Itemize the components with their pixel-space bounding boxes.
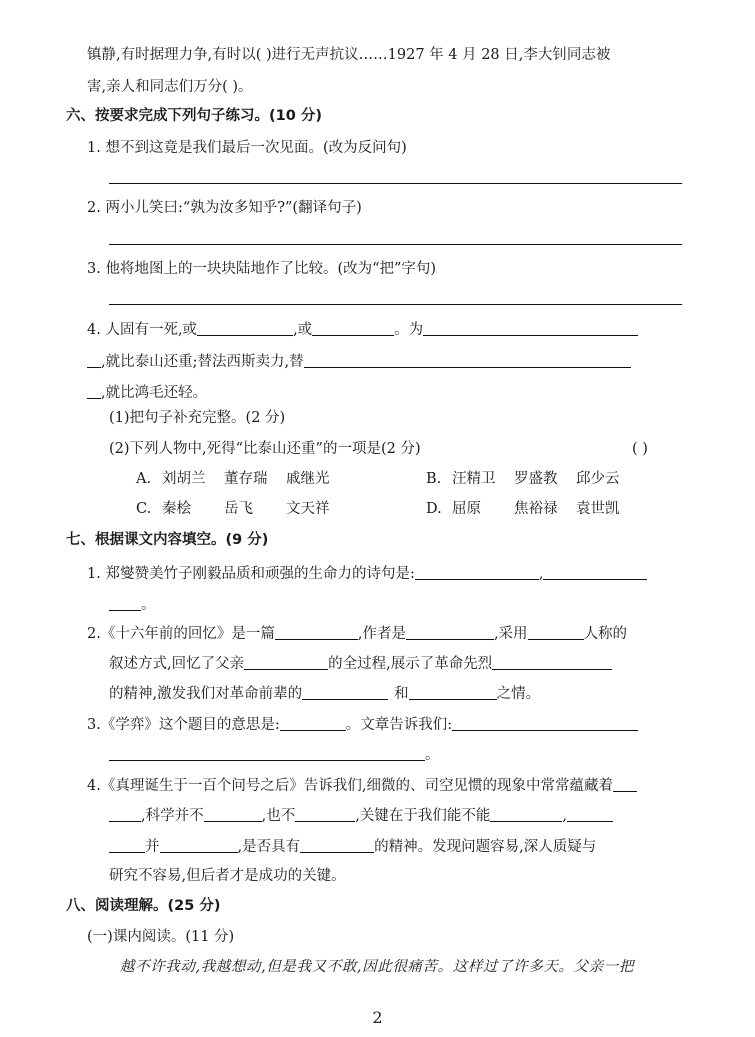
s7-q1-line-1: [87, 563, 647, 584]
s6-question-1: 1. 想不到这竟是我们最后一次见面。(改为反问句): [87, 140, 407, 156]
option-b-name-3: 邱少云: [576, 471, 620, 487]
s7-q1-text-b: ,: [538, 566, 544, 582]
s7-q4-blank-4[interactable]: [490, 805, 562, 822]
option-b-name-2: 罗盛教: [514, 471, 558, 487]
option-b-name-1: 汪精卫: [452, 471, 496, 487]
s7-q3-text-a: 3.《学弈》这个题目的意思是:: [87, 717, 280, 733]
s7-q2-text-e: 叙述方式,回忆了父亲: [109, 656, 245, 672]
option-b[interactable]: [426, 469, 620, 489]
s7-q4-text-e: ,: [562, 808, 567, 824]
s6-q3-answer-line[interactable]: [109, 304, 682, 305]
s6-q4-blank-1[interactable]: [197, 319, 293, 336]
s7-q2-blank-6[interactable]: [302, 683, 388, 700]
s7-q2-text-d: 人称的: [583, 626, 628, 642]
s7-q2-blank-2[interactable]: [406, 623, 494, 640]
s6-q4-blank-2[interactable]: [312, 319, 394, 336]
option-c[interactable]: [136, 499, 330, 519]
s6-q4-text-d: ,就比泰山还重;替法西斯卖力,替: [101, 354, 304, 370]
option-c-label: C.: [136, 501, 152, 517]
s7-q4-blank-5-cont[interactable]: [109, 836, 145, 853]
s6-q4-blank-3-cont[interactable]: [87, 351, 101, 368]
s7-q3-line-2: [109, 744, 440, 765]
s7-q4-line-2: [109, 805, 613, 826]
section-8-heading: 八、阅读理解。(25 分): [66, 898, 221, 914]
top-line-2: 害,亲人和同志们万分( )。: [87, 79, 253, 95]
option-a-name-3: 戚继光: [286, 471, 330, 487]
top-line-1: 镇静,有时据理力争,有时以( )进行无声抗议……1927 年 4 月 28 日,李大钊同志被: [87, 47, 611, 63]
s7-q2-line-2: [109, 653, 612, 674]
s6-q4-text-b: ,或: [293, 322, 313, 338]
s7-q1-text-a: 1. 郑燮赞美竹子刚毅品质和顽强的生命力的诗句是:: [87, 566, 415, 582]
option-d-name-3: 袁世凯: [576, 501, 620, 517]
s8-passage-line: 越不许我动,我越想动,但是我又不敢,因此很痛苦。这样过了许多天。父亲一把: [120, 959, 634, 975]
s7-q4-blank-1[interactable]: [613, 775, 637, 792]
s7-q4-blank-7[interactable]: [300, 836, 374, 853]
s6-q4-sub-2: (2)下列人物中,死得“比泰山还重”的一项是(2 分): [109, 441, 421, 457]
s7-q2-blank-1[interactable]: [275, 623, 358, 640]
s7-q4-text-d: ,关键在于我们能不能: [355, 808, 491, 824]
section-6-heading: 六、按要求完成下列句子练习。(10 分): [66, 108, 322, 124]
option-d-name-2: 焦裕禄: [514, 501, 558, 517]
s8-subheading: (一)课内阅读。(11 分): [87, 929, 235, 945]
s6-q4-answer-paren[interactable]: ( ): [632, 441, 648, 457]
s7-q4-text-g: ,是否具有: [237, 839, 301, 855]
s7-q1-line-2: [109, 594, 156, 615]
s7-q2-blank-5[interactable]: [492, 653, 612, 670]
option-a-name-1: 刘胡兰: [162, 471, 206, 487]
s6-question-3: 3. 他将地图上的一块块陆地作了比较。(改为“把”字句): [87, 261, 437, 277]
option-a-name-2: 董存瑞: [224, 471, 268, 487]
s7-q3-text-b: 。文章告诉我们:: [345, 717, 453, 733]
s7-q4-blank-1-cont[interactable]: [109, 805, 141, 822]
option-b-label: B.: [426, 471, 442, 487]
s7-q2-text-a: 2.《十六年前的回忆》是一篇: [87, 626, 275, 642]
s7-q2-blank-7[interactable]: [409, 683, 497, 700]
page-number: 2: [372, 1008, 383, 1027]
s7-q3-text-c: 。: [425, 747, 440, 763]
option-c-name-3: 文天祥: [286, 501, 330, 517]
s7-q2-text-g: 的精神,激发我们对革命前辈的: [109, 686, 303, 702]
s6-question-4-line-3: [87, 382, 207, 403]
s6-q4-sub-1: (1)把句子补充完整。(2 分): [109, 410, 286, 426]
s7-q4-text-h: 的精神。发现问题容易,深人质疑与: [374, 839, 597, 855]
s7-q4-line-4: 研究不容易,但后者才是成功的关键。: [109, 868, 346, 884]
s6-question-4-line-1: [87, 319, 638, 340]
s7-q3-blank-1[interactable]: [280, 714, 346, 731]
s7-q4-line-1: [87, 775, 637, 796]
s7-q4-blank-3[interactable]: [295, 805, 355, 822]
s7-q4-line-3: [109, 836, 596, 857]
s6-q4-text-a: 4. 人固有一死,或: [87, 322, 198, 338]
s6-q4-blank-4-cont[interactable]: [87, 382, 101, 399]
option-c-name-2: 岳飞: [224, 501, 253, 517]
option-d-label: D.: [426, 501, 442, 517]
s7-q4-blank-5[interactable]: [567, 805, 613, 822]
s7-q4-text-f: 并: [145, 839, 160, 855]
s7-q2-blank-3[interactable]: [528, 623, 584, 640]
s6-q1-answer-line[interactable]: [109, 183, 682, 184]
s7-q1-text-c: 。: [141, 597, 156, 613]
s7-q4-blank-2[interactable]: [204, 805, 262, 822]
s7-q2-line-3: [109, 683, 540, 704]
s7-q4-text-b: ,科学并不: [141, 808, 204, 824]
s7-q3-line-1: [87, 714, 638, 735]
s7-q2-text-b: ,作者是: [357, 626, 406, 642]
option-a[interactable]: [136, 469, 330, 489]
s7-q2-line-1: [87, 623, 627, 644]
s7-q4-text-c: ,也不: [261, 808, 296, 824]
section-7-heading: 七、根据课文内容填空。(9 分): [66, 532, 269, 548]
option-d-name-1: 屈原: [452, 501, 481, 517]
s6-q4-text-e: ,就比鸿毛还轻。: [101, 385, 208, 401]
option-d[interactable]: [426, 499, 620, 519]
s6-question-4-line-2: [87, 351, 631, 372]
s7-q4-blank-6[interactable]: [160, 836, 238, 853]
s7-q2-text-f: 的全过程,展示了革命先烈: [328, 656, 493, 672]
s7-q1-blank-2-cont[interactable]: [109, 594, 141, 611]
s7-q2-text-c: ,采用: [493, 626, 528, 642]
s6-q4-blank-4[interactable]: [304, 351, 631, 368]
option-c-name-1: 秦桧: [162, 501, 191, 517]
s7-q4-text-a: 4.《真理诞生于一百个问号之后》告诉我们,细微的、司空见惯的现象中常常蕴藏着: [87, 778, 613, 794]
s7-q1-blank-1[interactable]: [415, 563, 539, 580]
s6-q2-answer-line[interactable]: [109, 244, 682, 245]
s7-q1-blank-2[interactable]: [543, 563, 647, 580]
s7-q3-blank-2[interactable]: [452, 714, 638, 731]
option-a-label: A.: [136, 471, 152, 487]
s7-q3-blank-2-cont[interactable]: [109, 744, 425, 761]
s7-q2-text-i: 之情。: [496, 686, 541, 702]
s7-q2-text-h: 和: [394, 686, 409, 702]
s6-q4-blank-3[interactable]: [423, 319, 638, 336]
s6-question-2: 2. 两小儿笑曰:“孰为汝多知乎?”(翻译句子): [87, 200, 362, 216]
s7-q2-blank-4[interactable]: [244, 653, 328, 670]
s6-q4-text-c: 。为: [394, 322, 424, 338]
